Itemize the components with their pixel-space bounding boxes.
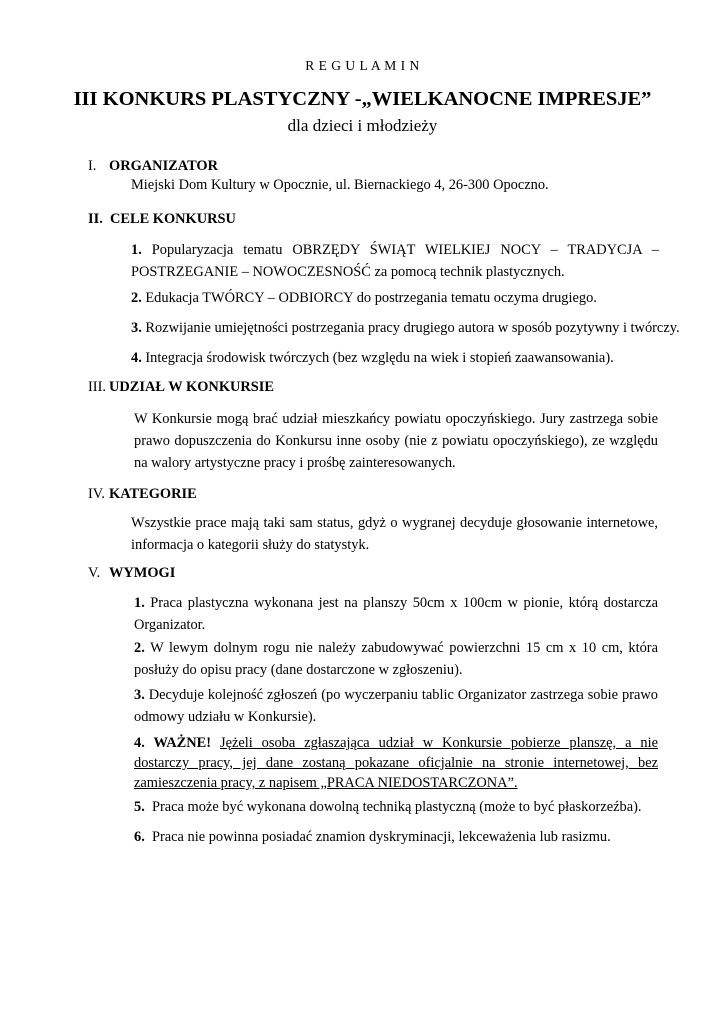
item-number: 3.	[134, 687, 145, 703]
section-title: ORGANIZATOR	[109, 158, 219, 174]
item-text: Decyduje kolejność zgłoszeń (po wyczerpaniu tablic Organizator zastrzega sobie prawo odmowy udziału w Konkursie).	[134, 687, 658, 725]
section-number: V.	[88, 565, 101, 581]
section-title: KATEGORIE	[109, 486, 197, 502]
goal-item	[131, 290, 691, 307]
item-text: Rozwijanie umiejętności postrzegania pracy drugiego autora w sposób pozytywny i twórczy.	[141, 320, 680, 336]
section-number: IV.	[88, 486, 105, 502]
section-title: WYMOGI	[109, 565, 176, 581]
requirement-item	[134, 592, 658, 636]
goal-item	[131, 320, 691, 337]
item-text: Edukacja TWÓRCY – ODBIORCY do postrzegania tematu oczyma drugiego.	[141, 290, 597, 306]
section-title: UDZIAŁ W KONKURSIE	[109, 379, 275, 395]
requirement-item	[134, 799, 694, 816]
important-label: WAŻNE!	[144, 735, 212, 751]
item-number: 5.	[134, 799, 145, 815]
item-text: Praca może być wykonana dowolną techniką plastyczną (może to być płaskorzeźba).	[144, 799, 642, 815]
item-number: 2.	[131, 290, 142, 306]
document-subtitle: dla dzieci i młodzieży	[287, 116, 438, 135]
participation-text: W Konkursie mogą brać udział mieszkańcy powiatu opoczyńskiego. Jury zastrzega sobie prawo dopuszczenia do Konkursu inne osoby (nie z powiatu opoczyńskiego), ze względu na walory artystyczne pracy i prośbę zainteresowanych.	[134, 411, 658, 471]
section-participation-heading	[88, 379, 275, 396]
item-number: 1.	[134, 595, 145, 611]
requirement-item	[134, 829, 694, 846]
section-categories-heading	[88, 486, 197, 503]
item-number: 4.	[131, 350, 142, 366]
document-heading: R E G U L A M I N	[305, 58, 420, 73]
categories-text: Wszystkie prace mają taki sam status, gdyż o wygranej decyduje głosowanie internetowe, informacja o kategorii służy do statystyk.	[131, 515, 658, 553]
section-organizer-heading	[88, 158, 219, 175]
document-title: III KONKURS PLASTYCZNY -„WIELKANOCNE IMPRESJE”	[73, 88, 652, 110]
requirement-item	[134, 684, 658, 728]
section-number: I.	[88, 158, 97, 174]
item-text: Praca nie powinna posiadać znamion dyskryminacji, lekceważenia lub rasizmu.	[144, 829, 611, 845]
section-number: III.	[88, 379, 106, 395]
item-text: Popularyzacja tematu OBRZĘDY ŚWIĄT WIELKIEJ NOCY – TRADYCJA – POSTRZEGANIE – NOWOCZESNOŚĆ za pomocą technik plastycznych.	[131, 242, 659, 280]
item-number: 1.	[131, 242, 142, 258]
goal-item	[131, 239, 659, 283]
item-number: 4.	[134, 735, 145, 751]
item-number: 2.	[134, 640, 145, 656]
organizer-text: Miejski Dom Kultury w Opocznie, ul. Biernackiego 4, 26-300 Opoczno.	[131, 177, 549, 193]
item-text: Praca plastyczna wykonana jest na planszy 50cm x 100cm w pionie, którą dostarcza Organizator.	[134, 595, 658, 633]
important-text: Jężeli osoba zgłaszająca udział w Konkursie pobierze planszę, a nie dostarczy pracy, jej dane zostaną pokazane oficjalnie na stronie internetowej, bez zamieszczenia pracy, z napisem „PRACA NIEDOSTARCZONA”.	[134, 735, 658, 791]
requirement-item-important	[134, 733, 658, 793]
requirement-item	[134, 637, 658, 681]
item-number: 3.	[131, 320, 142, 336]
goal-item	[131, 350, 691, 367]
section-goals-heading: II. CELE KONKURSU	[88, 211, 236, 227]
item-text: W lewym dolnym rogu nie należy zabudowywać powierzchni 15 cm x 10 cm, która posłuży do opisu pracy (dane dostarczone w zgłoszeniu).	[134, 640, 658, 678]
item-text: Integracja środowisk twórczych (bez względu na wiek i stopień zaawansowania).	[141, 350, 614, 366]
item-number: 6.	[134, 829, 145, 845]
section-requirements-heading	[88, 565, 176, 582]
